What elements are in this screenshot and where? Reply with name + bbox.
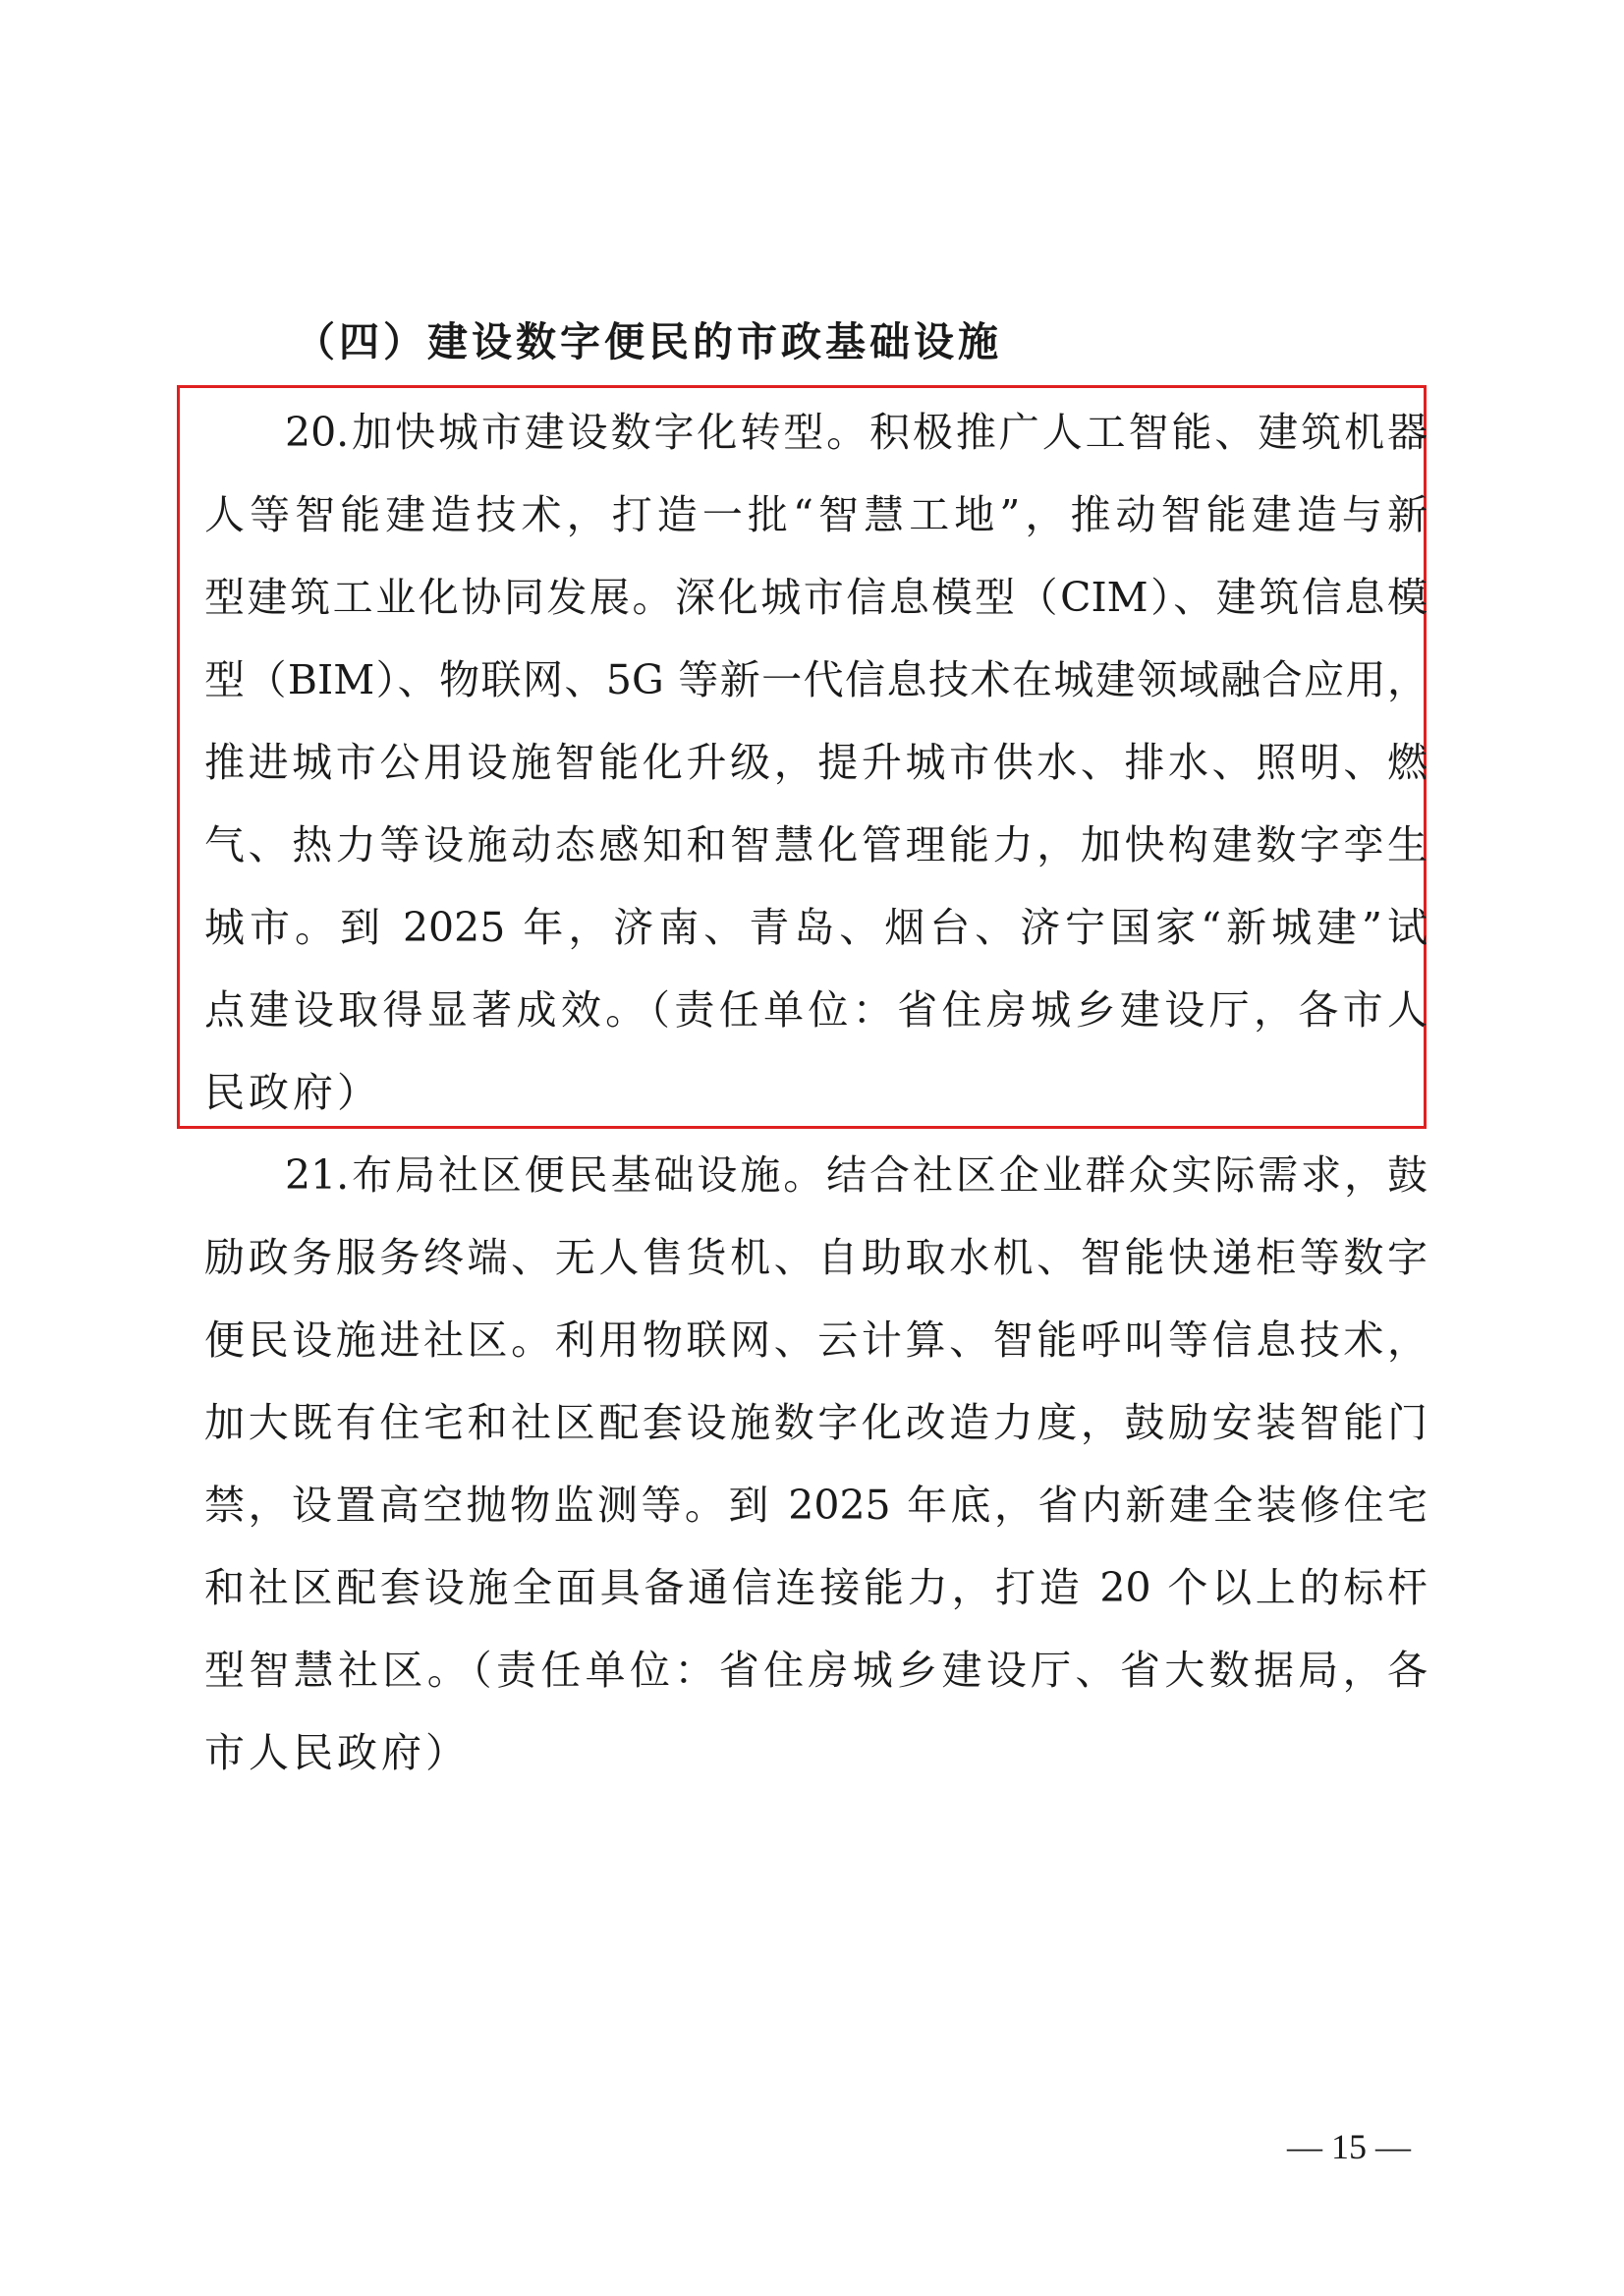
item20-line-1: 20.加快城市建设数字化转型。积极推广人工智能、建筑机器 bbox=[285, 409, 1428, 456]
item21-line-6: 和社区配套设施全面具备通信连接能力，打造 20 个以上的标杆 bbox=[204, 1564, 1428, 1611]
page-number: — 15 — bbox=[1287, 2127, 1411, 2166]
item20-line-7: 城市。到 2025 年，济南、青岛、烟台、济宁国家“新城建”试 bbox=[204, 904, 1428, 951]
item21-line-2: 励政务服务终端、无人售货机、自助取水机、智能快递柜等数字 bbox=[204, 1234, 1428, 1281]
item21-line-8: 市人民政府） bbox=[204, 1729, 470, 1776]
item20-line-5: 推进城市公用设施智能化升级，提升城市供水、排水、照明、燃 bbox=[204, 739, 1428, 786]
item20-line-4: 型（BIM）、物联网、5G 等新一代信息技术在城建领域融合应用， bbox=[204, 656, 1428, 703]
item20-line-2: 人等智能建造技术，打造一批“智慧工地”，推动智能建造与新 bbox=[204, 491, 1428, 538]
item21-line-4: 加大既有住宅和社区配套设施数字化改造力度，鼓励安装智能门 bbox=[204, 1399, 1428, 1446]
item21-line-5: 禁，设置高空抛物监测等。到 2025 年底，省内新建全装修住宅 bbox=[204, 1482, 1428, 1529]
item21-line-7: 型智慧社区。（责任单位：省住房城乡建设厅、省大数据局，各 bbox=[204, 1647, 1428, 1694]
item20-line-9: 民政府） bbox=[204, 1069, 381, 1116]
section-heading: （四）建设数字便民的市政基础设施 bbox=[295, 318, 1002, 365]
item20-line-6: 气、热力等设施动态感知和智慧化管理能力，加快构建数字孪生 bbox=[204, 821, 1428, 868]
item20-line-3: 型建筑工业化协同发展。深化城市信息模型（CIM）、建筑信息模 bbox=[204, 574, 1428, 621]
item20-line-8: 点建设取得显著成效。（责任单位：省住房城乡建设厅，各市人 bbox=[204, 986, 1428, 1034]
item21-line-3: 便民设施进社区。利用物联网、云计算、智能呼叫等信息技术， bbox=[204, 1316, 1428, 1364]
item21-line-1: 21.布局社区便民基础设施。结合社区企业群众实际需求，鼓 bbox=[285, 1151, 1428, 1199]
